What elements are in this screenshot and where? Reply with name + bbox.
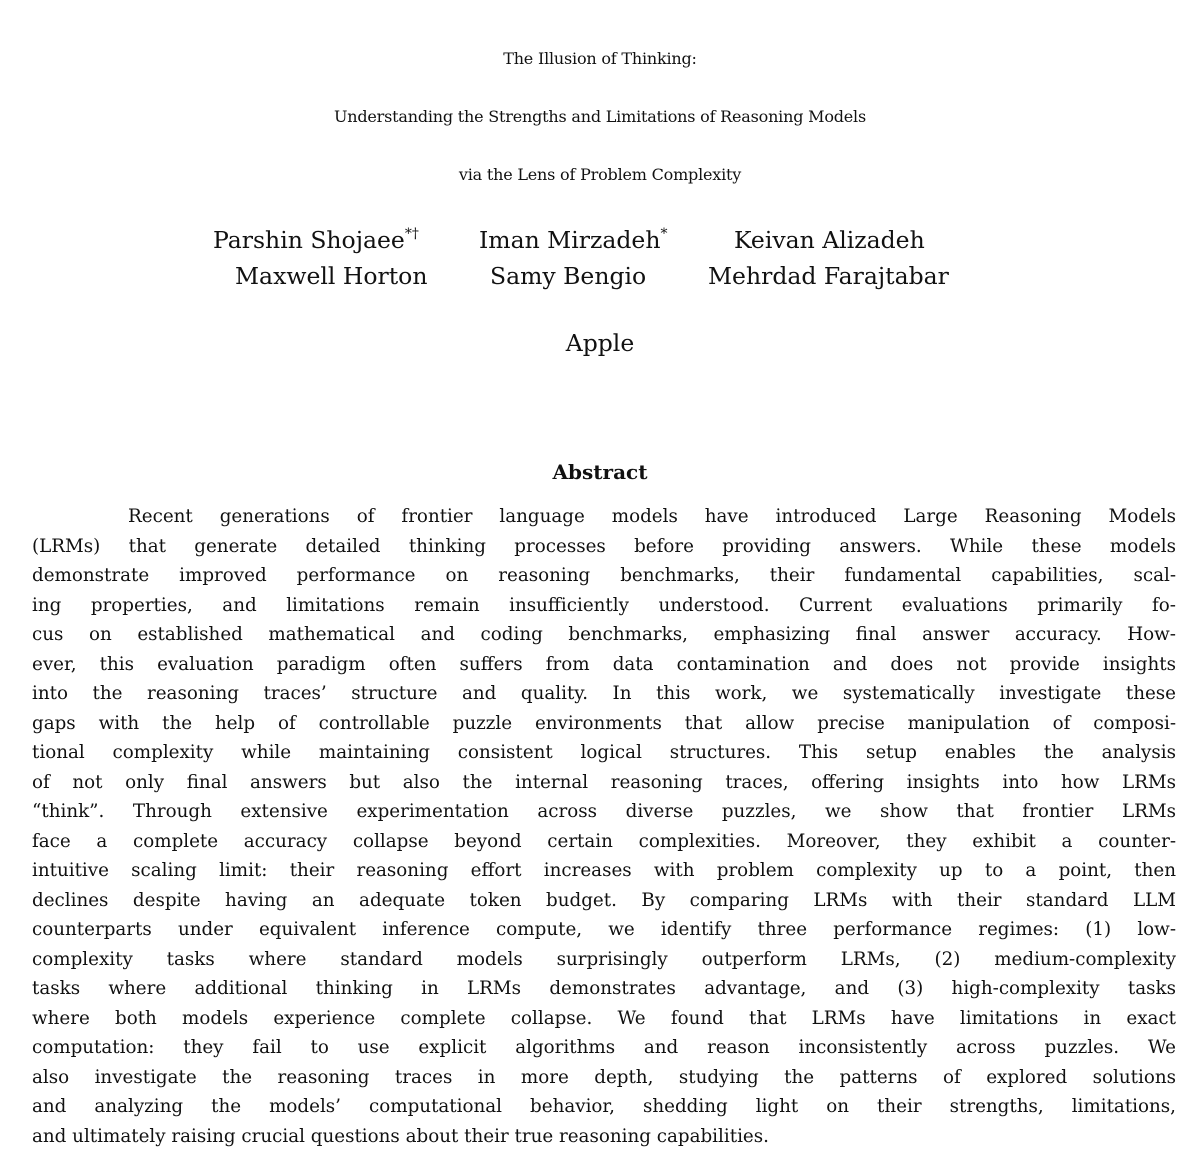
title-line-2: Understanding the Strengths and Limitations of Reasoning Models [333, 107, 866, 126]
abstract-line: complexity tasks where standard models surprisingly outperform LRMs, (2) medium-complexity [32, 948, 1176, 970]
author-farajtabar [708, 258, 949, 294]
author-row-2 [0, 258, 1200, 294]
abstract-line: of not only final answers but also the internal reasoning traces, offering insights into how LRMs [32, 771, 1176, 793]
abstract-line: declines despite having an adequate token budget. By comparing LRMs with their standard LLM [32, 889, 1176, 911]
affiliation: Apple [565, 329, 635, 357]
abstract-line: demonstrate improved performance on reasoning benchmarks, their fundamental capabilities, scal- [32, 565, 1176, 586]
abstract-line: counterparts under equivalent inference compute, we identify three performance regimes: (1) low- [32, 919, 1176, 940]
abstract-line: and ultimately raising crucial questions about their true reasoning capabilities. [32, 1125, 769, 1147]
title-line-3: via the Lens of Problem Complexity [458, 165, 742, 184]
abstract-heading: Abstract [552, 460, 648, 484]
abstract-body [32, 502, 1176, 1151]
abstract-line: face a complete accuracy collapse beyond certain complexities. Moreover, they exhibit a counter- [32, 830, 1176, 852]
abstract-line: ing properties, and limitations remain insufficiently understood. Current evaluations primarily fo- [32, 594, 1176, 616]
abstract-line: “think”. Through extensive experimentation across diverse puzzles, we show that frontier LRMs [32, 801, 1176, 822]
abstract-line: where both models experience complete collapse. We found that LRMs have limitations in exact [32, 1007, 1176, 1029]
abstract-line: tasks where additional thinking in LRMs demonstrates advantage, and (3) high-complexity tasks [32, 978, 1176, 999]
author-bengio [490, 258, 646, 294]
title-line-1: The Illusion of Thinking: [503, 49, 697, 68]
author-name: Maxwell Horton [235, 262, 428, 290]
abstract-line: intuitive scaling limit: their reasoning effort increases with problem complexity up to a point, then [32, 860, 1176, 881]
abstract-line: gaps with the help of controllable puzzle environments that allow precise manipulation of composi- [32, 712, 1176, 734]
author-marks: * [660, 226, 668, 242]
author-name: Samy Bengio [490, 262, 647, 290]
abstract-line: tional complexity while maintaining consistent logical structures. This setup enables the analysis [32, 742, 1176, 763]
abstract-line: (LRMs) that generate detailed thinking processes before providing answers. While these models [32, 535, 1176, 557]
paper-title [0, 30, 1200, 204]
author-horton [235, 258, 427, 294]
author-mirzadeh [479, 222, 667, 258]
author-row-1 [0, 222, 1200, 258]
author-name: Iman Mirzadeh [479, 226, 661, 254]
author-shojaee [213, 222, 419, 258]
author-alizadeh [734, 222, 925, 258]
abstract-line: cus on established mathematical and coding benchmarks, emphasizing final answer accuracy. How- [32, 624, 1176, 645]
author-name: Mehrdad Farajtabar [708, 262, 949, 290]
abstract-line: ever, this evaluation paradigm often suffers from data contamination and does not provide insights [32, 653, 1176, 675]
author-marks: *† [404, 226, 419, 242]
author-name: Parshin Shojaee [213, 226, 405, 254]
abstract-line: into the reasoning traces’ structure and quality. In this work, we systematically investigate these [32, 683, 1176, 704]
author-list [0, 222, 1200, 294]
abstract-line: Recent generations of frontier language models have introduced Large Reasoning Models [128, 506, 1176, 527]
abstract-line: also investigate the reasoning traces in more depth, studying the patterns of explored solutions [32, 1066, 1176, 1088]
abstract-line: computation: they fail to use explicit algorithms and reason inconsistently across puzzles. We [32, 1037, 1176, 1058]
abstract-line: and analyzing the models’ computational behavior, shedding light on their strengths, limitations, [32, 1096, 1176, 1117]
author-name: Keivan Alizadeh [734, 226, 925, 254]
